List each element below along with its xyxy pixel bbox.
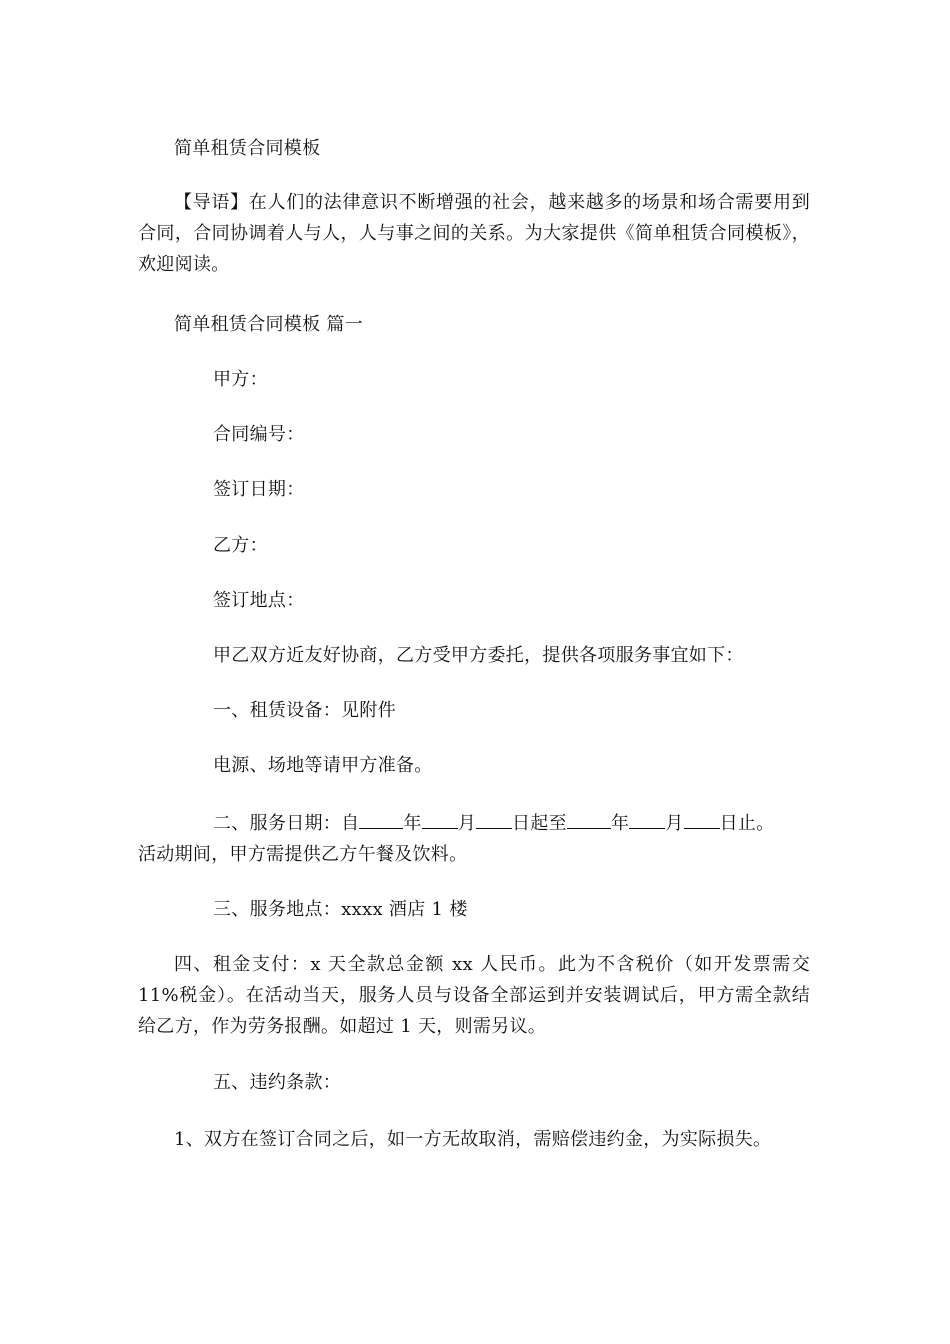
blank-day-start [476,810,512,829]
label-day-start: 日起至 [512,813,567,834]
field-sign-date: 签订日期： [213,479,305,500]
label-month-start: 月 [457,813,477,834]
clause-1: 一、租赁设备：见附件 [213,700,396,721]
field-party-a: 甲方： [213,369,268,390]
clause-3: 三、服务地点：xxxx 酒店 1 楼 [213,899,468,920]
label-year-end: 年 [610,813,630,834]
clause-2-line [213,810,774,836]
section-heading: 简单租赁合同模板 篇一 [174,314,364,335]
clause-5-1: 1、双方在签订合同之后，如一方无故取消，需赔偿违约金，为实际损失。 [174,1129,772,1150]
document-title: 简单租赁合同模板 [174,138,321,159]
clause-2-tail: 活动期间，甲方需提供乙方午餐及饮料。 [138,844,468,865]
blank-year-end [567,810,611,829]
field-contract-no: 合同编号： [213,424,305,445]
clause-1-note: 电源、场地等请甲方准备。 [213,755,433,776]
intro-paragraph: 【导语】在人们的法律意识不断增强的社会，越来越多的场景和场合需要用到合同，合同协调着人与人，人与事之间的关系。为大家提供《简单租赁合同模板》，欢迎阅读。 [138,192,810,275]
blank-year-start [359,810,403,829]
blank-day-end [684,810,720,829]
preamble-text: 甲乙双方近友好协商，乙方受甲方委托，提供各项服务事宜如下： [213,645,744,666]
field-party-b: 乙方： [213,535,268,556]
clause-2-prefix: 二、服务日期：自 [213,813,360,834]
label-month-end: 月 [665,813,684,834]
clause-5: 五、违约条款： [213,1072,342,1093]
field-sign-place: 签订地点： [213,590,305,611]
label-day-end: 日止。 [719,813,775,834]
clause-4: 四、租金支付：x 天全款总金额 xx 人民币。此为不含税价（如开发票需交 11%税金）。在活动当天，服务人员与设备全部运到并安装调试后，甲方需全款结给乙方，作为劳务报酬。如超过 1 天，则需另议。 [138,954,810,1037]
blank-month-end [629,810,665,829]
label-year-start: 年 [403,813,422,834]
blank-month-start [422,810,458,829]
